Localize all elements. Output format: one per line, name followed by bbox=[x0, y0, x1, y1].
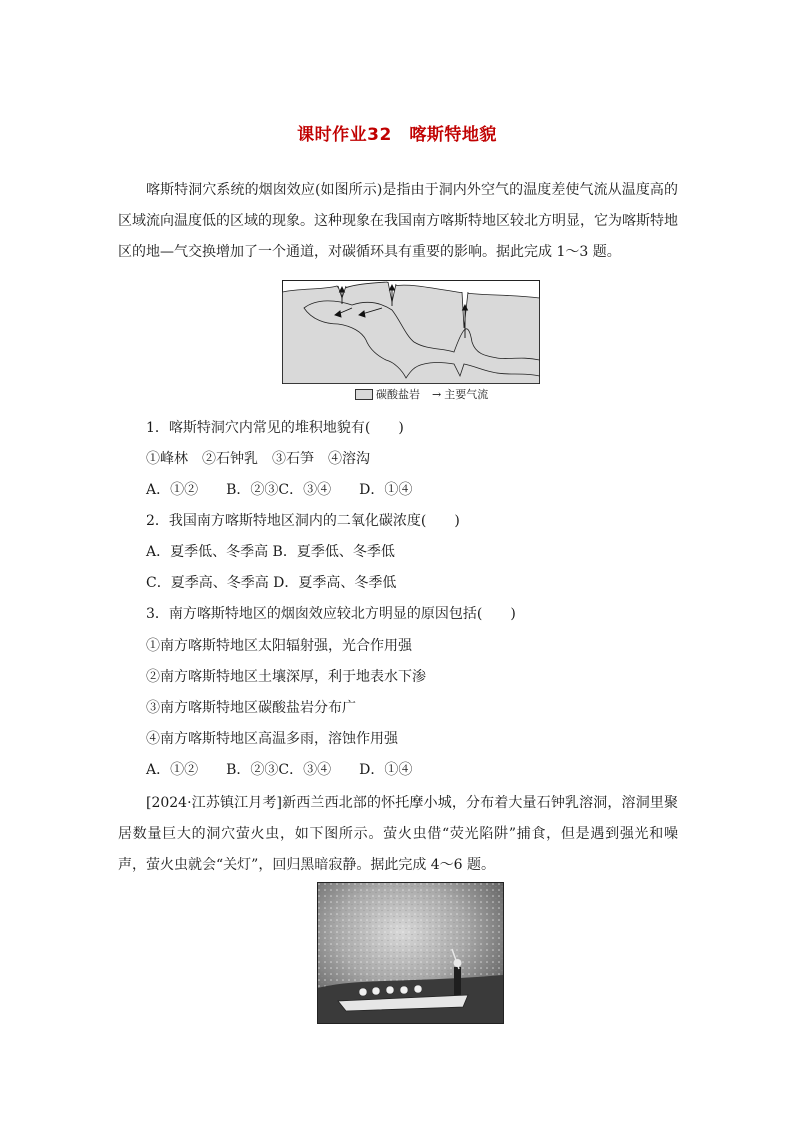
question-1-options: A．①② B．②③C．③④ D．①④ bbox=[146, 482, 413, 498]
question-2-stem: 2．我国南方喀斯特地区洞内的二氧化碳浓度( ) bbox=[146, 513, 460, 529]
legend-item-flow bbox=[432, 386, 488, 402]
carbonate-rock-area bbox=[283, 282, 540, 384]
question-2-options-cd: C．夏季高、冬季高 D．夏季高、冬季低 bbox=[146, 575, 397, 591]
karst-cave-chimney-diagram bbox=[282, 280, 540, 384]
rock-swatch-icon bbox=[355, 389, 373, 400]
question-3-options: A．①② B．②③C．③④ D．①④ bbox=[146, 762, 413, 778]
intro-paragraph-2: [2024·江苏镇江月考]新西兰西北部的怀托摩小城，分布着大量石钟乳溶洞，溶洞里聚居数量巨大的洞穴萤火虫，如下图所示。萤火虫借“荧光陷阱”捕食，但是遇到强光和噪声，萤火虫就会“关灯”，回归黑暗寂静。据此完成 4～6 题。 bbox=[118, 795, 678, 873]
question-2-options-ab: A．夏季低、冬季高 B．夏季低、冬季低 bbox=[146, 544, 395, 560]
question-1-items: ①峰林 ②石钟乳 ③石笋 ④溶沟 bbox=[146, 451, 370, 467]
legend-rock-label: 碳酸盐岩 bbox=[376, 388, 420, 401]
question-3-item-4: ④南方喀斯特地区高温多雨，溶蚀作用强 bbox=[146, 731, 398, 747]
legend-flow-label: 主要气流 bbox=[444, 388, 489, 401]
question-3-item-2: ②南方喀斯特地区土壤深厚，利于地表水下渗 bbox=[146, 669, 426, 685]
question-3-item-1: ①南方喀斯特地区太阳辐射强，光合作用强 bbox=[146, 638, 412, 654]
figure-legend bbox=[355, 386, 488, 402]
page-title: 课时作业32 喀斯特地貌 bbox=[297, 125, 497, 145]
question-3-stem: 3．南方喀斯特地区的烟囱效应较北方明显的原因包括( ) bbox=[146, 606, 516, 622]
question-1-stem: 1．喀斯特洞穴内常见的堆积地貌有( ) bbox=[146, 420, 404, 436]
legend-item-rock bbox=[355, 386, 420, 402]
arrow-right-icon: → bbox=[432, 387, 442, 401]
question-3-item-3: ③南方喀斯特地区碳酸盐岩分布广 bbox=[146, 700, 356, 716]
intro-paragraph-1: 喀斯特洞穴系统的烟囱效应(如图所示)是指由于洞内外空气的温度差使气流从温度高的区域流向温度低的区域的现象。这种现象在我国南方喀斯特地区较北方明显，它为喀斯特地区的地—气交换增加了一个通道，对碳循环具有重要的影响。据此完成 1～3 题。 bbox=[118, 182, 678, 260]
glowworm-cave-photo bbox=[317, 882, 504, 1024]
